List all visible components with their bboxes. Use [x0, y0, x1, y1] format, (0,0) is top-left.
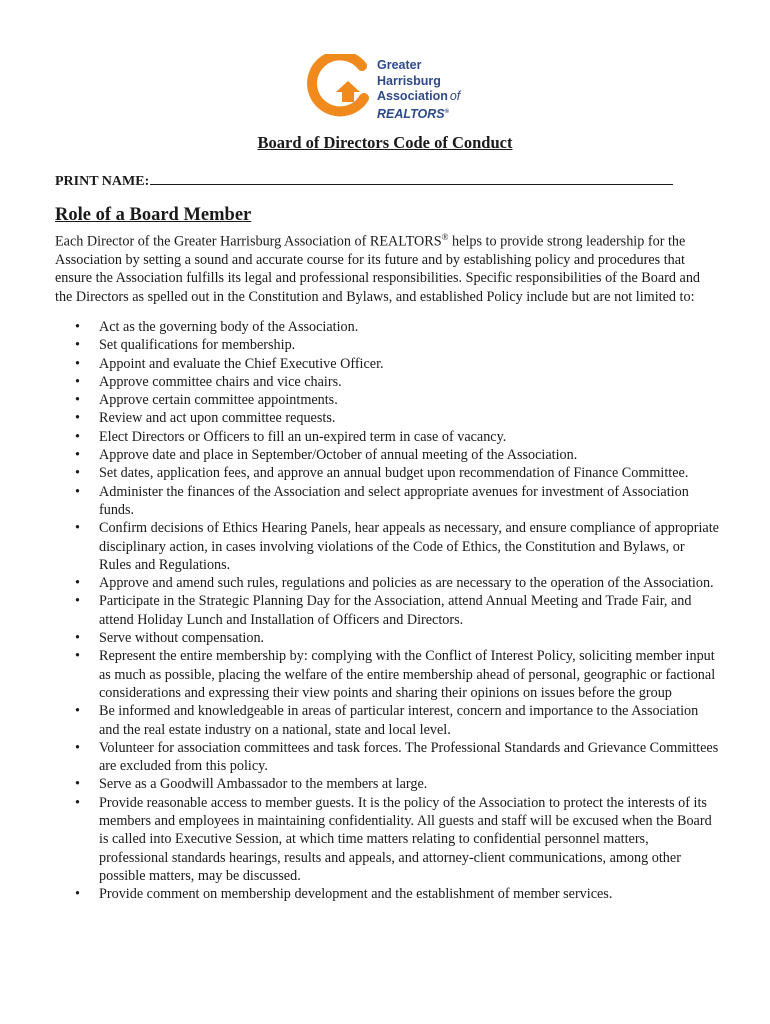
- list-item: [55, 574, 719, 592]
- list-item: [55, 739, 719, 776]
- bullet-icon: •: [75, 739, 80, 756]
- section-heading: Role of a Board Member: [55, 205, 252, 225]
- list-item: [55, 885, 719, 903]
- document-title: Board of Directors Code of Conduct: [257, 133, 513, 152]
- list-item-text: Appoint and evaluate the Chief Executive Officer.: [99, 355, 384, 372]
- logo-wordmark: [377, 58, 460, 122]
- list-item-text: Approve date and place in September/October of annual meeting of the Association.: [99, 447, 578, 464]
- bullet-icon: •: [75, 428, 80, 445]
- list-item-text: Provide comment on membership development and the establishment of member services.: [99, 886, 613, 903]
- intro-text-start: Each Director of the Greater Harrisburg Association of REALTORS: [55, 233, 442, 250]
- logo-line-association: [377, 89, 460, 105]
- print-name-field: [55, 171, 673, 190]
- list-item: [55, 483, 719, 520]
- list-item-text: Approve and amend such rules, regulations and policies as are necessary to the operation of the Association.: [99, 575, 714, 592]
- responsibilities-list: [55, 318, 719, 904]
- list-item-text: Set qualifications for membership.: [99, 337, 296, 354]
- list-item-text: Administer the finances of the Association and select appropriate avenues for investment of Association funds.: [99, 483, 689, 518]
- logo-line-realtors: [377, 105, 460, 123]
- list-item-text: Approve certain committee appointments.: [99, 392, 338, 409]
- bullet-icon: •: [75, 483, 80, 500]
- list-item: [55, 775, 719, 793]
- bullet-icon: •: [75, 794, 80, 811]
- bullet-icon: •: [75, 593, 80, 610]
- bullet-icon: •: [75, 447, 80, 464]
- list-item-text: Serve without compensation.: [99, 630, 265, 647]
- list-item-text: Act as the governing body of the Association.: [99, 319, 359, 335]
- list-item: [55, 336, 719, 354]
- list-item: [55, 702, 719, 739]
- list-item: [55, 409, 719, 427]
- list-item: [55, 592, 719, 629]
- list-item: [55, 464, 719, 482]
- logo-word-realtors: REALTORS: [377, 106, 445, 121]
- list-item-text: Participate in the Strategic Planning Day for the Association, attend Annual Meeting and Trade Fair, and attend Holiday Lunch and Installation of Officers and Directors.: [99, 593, 692, 628]
- bullet-icon: •: [75, 648, 80, 665]
- logo-line-harrisburg: Harrisburg: [377, 73, 441, 88]
- print-name-blank-line: [150, 171, 673, 185]
- list-item: [55, 428, 719, 446]
- list-item: [55, 355, 719, 373]
- intro-paragraph: [55, 228, 719, 306]
- bullet-icon: •: [75, 355, 80, 372]
- bullet-icon: •: [75, 392, 80, 409]
- list-item: [55, 519, 719, 574]
- list-item: [55, 318, 719, 336]
- bullet-icon: •: [75, 337, 80, 354]
- list-item-text: Serve as a Goodwill Ambassador to the members at large.: [99, 776, 428, 793]
- logo-swoosh-icon: [302, 54, 376, 122]
- bullet-icon: •: [75, 373, 80, 390]
- logo-line-greater: Greater: [377, 58, 422, 72]
- logo-word-of: of: [449, 89, 461, 103]
- bullet-icon: •: [75, 575, 80, 592]
- list-item: [55, 373, 719, 391]
- list-item-text: Volunteer for association committees and task forces. The Professional Standards and Grievance Committees are excluded from this policy.: [99, 739, 719, 775]
- logo-word-association: Association: [377, 89, 448, 103]
- registered-mark: ®: [441, 232, 449, 242]
- list-item: [55, 794, 719, 885]
- bullet-icon: •: [75, 630, 80, 647]
- list-item: [55, 647, 719, 702]
- list-item-text: Represent the entire membership by: complying with the Conflict of Interest Policy, soliciting member input as much as possible, placing the welfare of the entire membership ahead of personal, geographic or factional considerations and expressing their view points and sharing their opinions on issues before the group: [99, 648, 716, 701]
- bullet-icon: •: [75, 465, 80, 482]
- association-logo: [302, 52, 472, 124]
- list-item-text: Set dates, application fees, and approve an annual budget upon recommendation of Finance Committee.: [99, 465, 689, 482]
- list-item-text: Provide reasonable access to member guests. It is the policy of the Association to protect the interests of its members and employees in maintaining confidentiality. All guests and staff will be excused when the Board is called into Executive Session, at which time matters relating to confidential personnel matters, professional standards hearings, results and appeals, and attorney-client communications, among other possible matters, may be discussed.: [99, 794, 712, 884]
- bullet-icon: •: [75, 703, 80, 720]
- bullet-icon: •: [75, 520, 80, 537]
- list-item-text: Be informed and knowledgeable in areas of particular interest, concern and importance to the Association and the real estate industry on a national, state and local level.: [99, 703, 699, 738]
- bullet-icon: •: [75, 886, 80, 903]
- intro-text-end: helps to provide strong leadership for the Association by setting a sound and accurate course for its future and by establishing policy and procedures that ensure the Association fulfills its legal and professional responsibilities. Specific responsibilities of the Board and the Directors as spelled out in the Constitution and Bylaws, and established Policy include but are not limited to:: [55, 233, 701, 305]
- list-item-text: Elect Directors or Officers to fill an un-expired term in case of vacancy.: [99, 428, 507, 445]
- print-name-label: PRINT NAME:: [55, 174, 150, 189]
- list-item-text: Review and act upon committee requests.: [99, 410, 336, 427]
- list-item-text: Confirm decisions of Ethics Hearing Panels, hear appeals as necessary, and ensure compliance of appropriate disciplinary action, in cases involving violations of the Code of Ethics, the Constitution and Bylaws, or Rules and Regulations.: [99, 520, 719, 573]
- list-item: [55, 629, 719, 647]
- bullet-icon: •: [75, 319, 80, 335]
- list-item: [55, 446, 719, 464]
- logo-registered-mark: ®: [444, 108, 450, 115]
- list-item: [55, 391, 719, 409]
- bullet-icon: •: [75, 410, 80, 427]
- list-item-text: Approve committee chairs and vice chairs.: [99, 373, 342, 390]
- bullet-icon: •: [75, 776, 80, 793]
